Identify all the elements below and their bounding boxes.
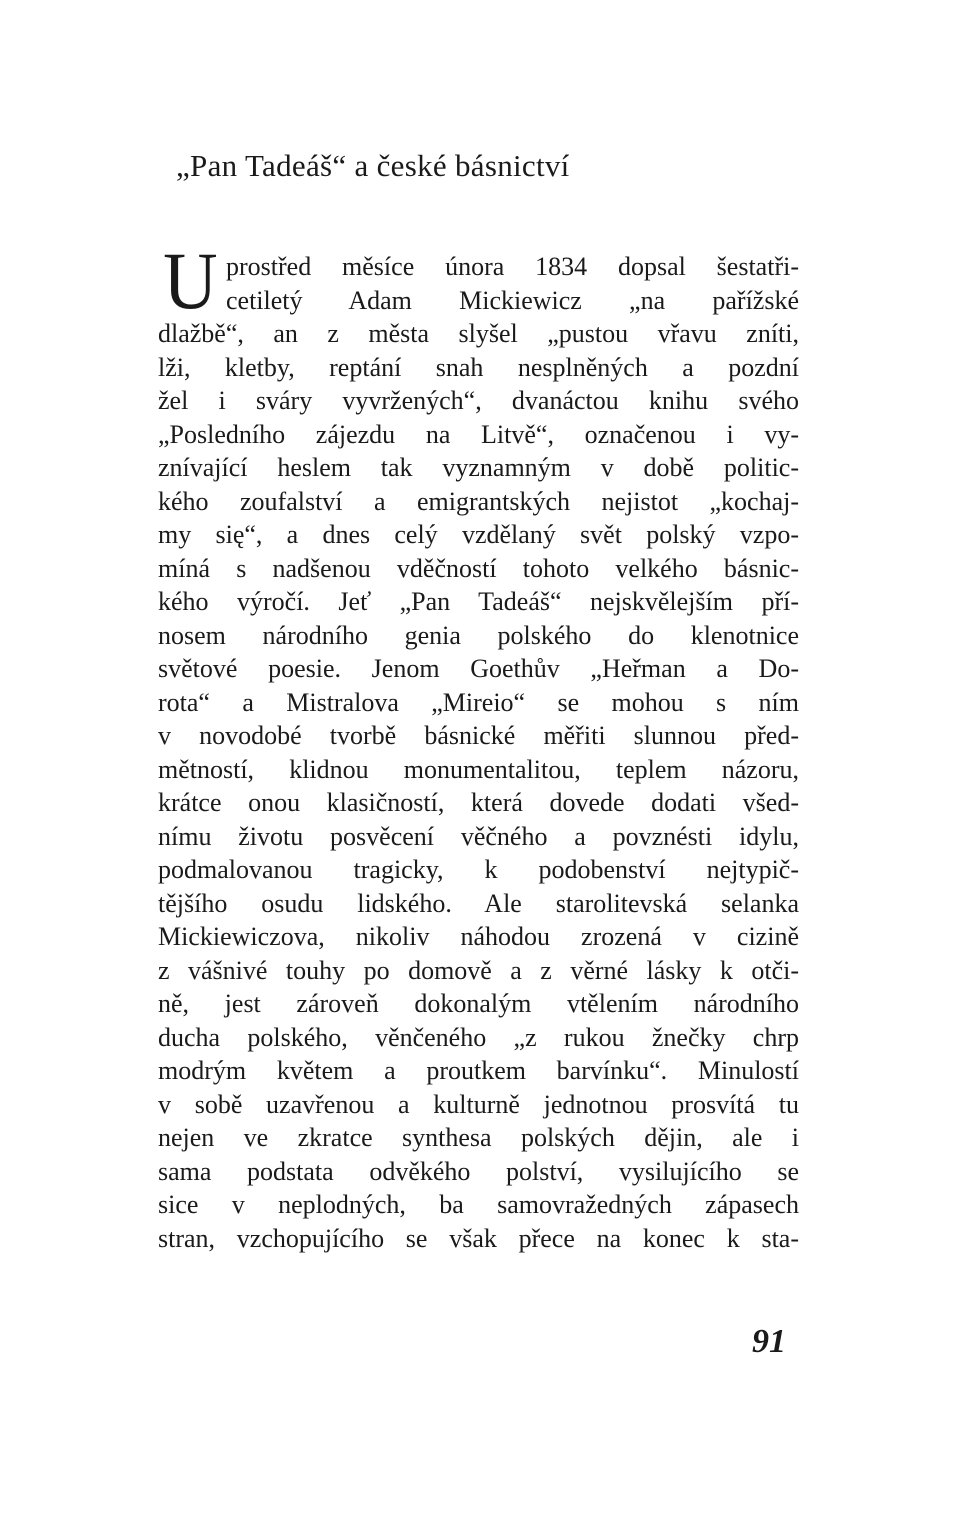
text-line: my się“, a dnes celý vzdělaný svět polský vzpo- bbox=[158, 520, 799, 549]
chapter-heading: „Pan Tadeáš“ a české básnictví bbox=[176, 148, 570, 183]
text-line: mětností, klidnou monumentalitou, teplem názoru, bbox=[158, 754, 799, 784]
text-line: znívající heslem tak vyznamným v době politic- bbox=[158, 453, 799, 482]
text-line: nímu životu posvěcení věčného a povznésti idylu, bbox=[158, 821, 799, 851]
text-line: v sobě uzavřenou a kulturně jednotnou prosvítá tu bbox=[158, 1089, 799, 1119]
text-line: nosem národního genia polského do klenotnice bbox=[158, 620, 799, 650]
text-line: „Posledního zájezdu na Litvě“, označenou i vy- bbox=[158, 419, 799, 449]
text-line: Mickiewiczova, nikoliv náhodou zrozená v cizině bbox=[158, 922, 799, 951]
text-line: tějšího osudu lidského. Ale starolitevská selanka bbox=[158, 888, 799, 918]
text-line: ducha polského, věnčeného „z rukou žnečky chrp bbox=[158, 1022, 799, 1052]
text-line: stran, vzchopujícího se však přece na konec k sta- bbox=[158, 1223, 799, 1253]
text-line: sama podstata odvěkého polství, vysilujícího se bbox=[158, 1156, 799, 1186]
text-line: z vášnivé touhy po domově a z věrné lásky k otči- bbox=[158, 955, 799, 985]
text-line: míná s nadšenou vděčností tohoto velkého básnic- bbox=[158, 553, 799, 583]
page-number: 91 bbox=[752, 1323, 786, 1360]
text-line: lži, kletby, reptání snah nesplněných a pozdní bbox=[158, 352, 799, 382]
text-line: modrým květem a proutkem barvínku“. Minulostí bbox=[158, 1056, 799, 1085]
text-line: světové poesie. Jenom Goethův „Heřman a Do- bbox=[158, 654, 799, 683]
drop-cap: U bbox=[163, 235, 218, 326]
text-line: kého zoufalství a emigrantských nejistot „kochaj- bbox=[158, 486, 799, 516]
text-line: sice v neplodných, ba samovražedných zápasech bbox=[158, 1190, 799, 1219]
text-line: žel i sváry vyvržených“, dvanáctou knihu svého bbox=[158, 386, 799, 415]
text-line: dlažbě“, an z města slyšel „pustou vřavu zníti, bbox=[158, 319, 799, 348]
text-line: kého výročí. Jeť „Pan Tadeáš“ nejskvělejším pří- bbox=[158, 587, 799, 616]
text-line: prostřed měsíce února 1834 dopsal šestatři- bbox=[226, 252, 799, 281]
text-line: nejen ve zkratce synthesa polských dějin, ale i bbox=[158, 1123, 799, 1152]
text-line: v novodobé tvorbě básnické měřiti slunnou před- bbox=[158, 721, 799, 750]
text-line: krátce onou klasičností, která dovede dodati všed- bbox=[158, 788, 799, 817]
text-line: cetiletý Adam Mickiewicz „na pařížské bbox=[226, 285, 799, 315]
body-text bbox=[158, 250, 799, 1255]
text-line: ně, jest zároveň dokonalým vtělením národního bbox=[158, 989, 799, 1018]
text-line: rota“ a Mistralova „Mireio“ se mohou s ním bbox=[158, 687, 799, 717]
text-line: podmalovanou tragicky, k podobenství nejtypič- bbox=[158, 855, 799, 884]
